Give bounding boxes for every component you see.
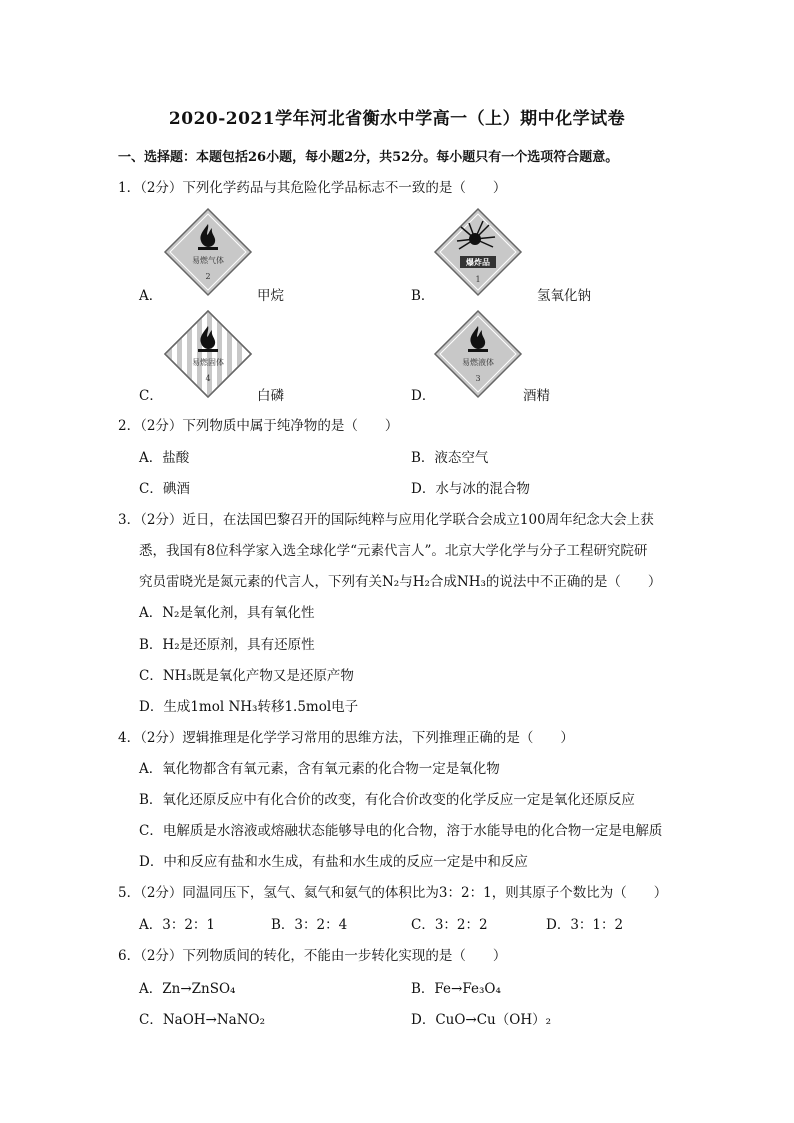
q2-option-b: B．液态空气 xyxy=(411,450,489,466)
q4-option-a: A．氧化物都含有氧元素，含有氧元素的化合物一定是氧化物 xyxy=(139,761,500,777)
q5-option-b: B．3：2：4 xyxy=(271,917,348,933)
q1-option-c-text: 白磷 xyxy=(257,388,284,404)
question-6-stem: 6．（2分）下列物质间的转化，不能由一步转化实现的是（ ） xyxy=(118,948,507,964)
q5-option-d: D．3：1：2 xyxy=(546,917,624,933)
section-heading: 一、选择题：本题包括26小题，每小题2分，共52分。每小题只有一个选项符合题意。 xyxy=(118,150,619,165)
q6-option-d: D．CuO→Cu（OH）₂ xyxy=(411,1012,552,1028)
sign-d-label: 易燃液体 xyxy=(462,358,494,367)
q2-option-d: D．水与冰的混合物 xyxy=(411,481,530,497)
sign-b-number: 1 xyxy=(475,275,481,284)
q1-option-b-text: 氢氧化钠 xyxy=(537,288,591,304)
q1-option-c-letter: C． xyxy=(139,388,163,404)
q1-option-d-text: 酒精 xyxy=(523,388,550,404)
q1-option-a-letter: A． xyxy=(139,288,163,304)
q3-option-b: B．H₂是还原剂，具有还原性 xyxy=(139,637,315,653)
question-4-stem: 4．（2分）逻辑推理是化学学习常用的思维方法，下列推理正确的是（ ） xyxy=(118,730,574,746)
q4-option-c: C．电解质是水溶液或熔融状态能够导电的化合物，溶于水能导电的化合物一定是电解质 xyxy=(139,823,663,839)
q3-option-d: D．生成1mol NH₃转移1.5mol电子 xyxy=(139,699,359,715)
q5-option-a: A．3：2：1 xyxy=(139,917,216,933)
q1-option-a-text: 甲烷 xyxy=(257,288,284,304)
q4-option-b: B．氧化还原反应中有化合价的改变，有化合价改变的化学反应一定是氧化还原反应 xyxy=(139,792,635,808)
question-2-stem: 2．（2分）下列物质中属于纯净物的是（ ） xyxy=(118,418,399,434)
sign-a-label: 易燃气体 xyxy=(192,256,224,265)
sign-b-label: 爆炸品 xyxy=(466,257,490,267)
flammable-liquid-sign-icon xyxy=(433,309,523,399)
sign-c-label: 易燃固体 xyxy=(192,358,224,367)
explosive-sign-icon xyxy=(433,207,523,297)
question-1-stem: 1．（2分）下列化学药品与其危险化学品标志不一致的是（ ） xyxy=(118,180,507,196)
q5-option-c: C．3：2：2 xyxy=(411,917,488,933)
question-3-stem-line-1: 3．（2分）近日，在法国巴黎召开的国际纯粹与应用化学联合会成立100周年纪念大会上获 xyxy=(118,512,654,528)
question-5-stem: 5．（2分）同温同压下，氢气、氦气和氨气的体积比为3：2：1，则其原子个数比为（ ） xyxy=(118,885,668,901)
question-3-stem-line-2: 悉，我国有8位科学家入选全球化学“元素代言人”。北京大学化学与分子工程研究院研 xyxy=(139,543,648,559)
flammable-solid-sign-icon xyxy=(163,309,253,399)
sign-d-number: 3 xyxy=(475,374,481,383)
q1-option-d-letter: D． xyxy=(411,388,436,404)
flammable-gas-sign-icon xyxy=(163,207,253,297)
q6-option-c: C．NaOH→NaNO₂ xyxy=(139,1012,265,1028)
q3-option-a: A．N₂是氧化剂，具有氧化性 xyxy=(139,605,315,621)
q1-option-b-letter: B． xyxy=(411,288,435,304)
q6-option-b: B．Fe→Fe₃O₄ xyxy=(411,981,501,997)
q2-option-c: C．碘酒 xyxy=(139,481,190,497)
q3-option-c: C．NH₃既是氧化产物又是还原产物 xyxy=(139,668,354,684)
sign-c-number: 4 xyxy=(205,374,211,383)
q4-option-d: D．中和反应有盐和水生成，有盐和水生成的反应一定是中和反应 xyxy=(139,854,528,870)
sign-a-number: 2 xyxy=(205,272,211,281)
question-3-stem-line-3: 究员雷晓光是氮元素的代言人，下列有关N₂与H₂合成NH₃的说法中不正确的是（ ） xyxy=(139,574,662,590)
page-title: 2020-2021学年河北省衡水中学高一（上）期中化学试卷 xyxy=(168,109,626,129)
q6-option-a: A．Zn→ZnSO₄ xyxy=(139,981,236,997)
q2-option-a: A．盐酸 xyxy=(139,450,190,466)
